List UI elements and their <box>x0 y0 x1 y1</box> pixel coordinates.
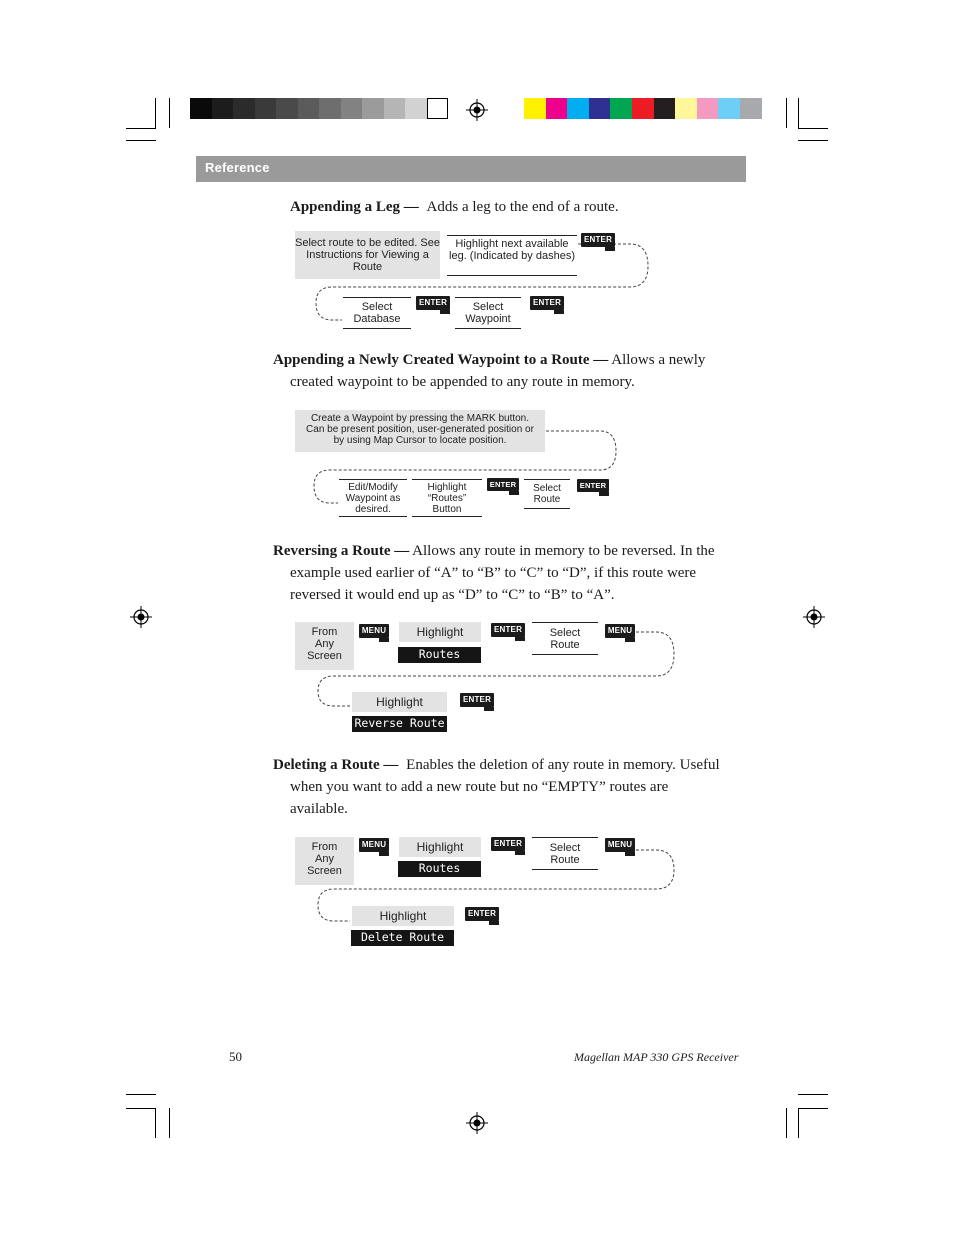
enter-key: ENTER <box>530 296 564 310</box>
menu-key: MENU <box>359 838 389 852</box>
enter-key: ENTER <box>581 233 615 247</box>
step-highlight: Highlight <box>352 692 447 712</box>
step-highlight-routes-button: Highlight “Routes” Button <box>412 479 482 517</box>
append-leg-paragraph <box>290 196 740 218</box>
reverse-route-desc-line2: example used earlier of “A” to “B” to “C” to “D”, if this route were <box>290 565 697 581</box>
step-select-route-to-edit: Select route to be edited. See Instructions for Viewing a Route <box>295 231 440 279</box>
enter-key: ENTER <box>491 837 525 851</box>
step-from-any-screen: From Any Screen <box>295 622 354 670</box>
append-new-wp-paragraph <box>273 349 743 393</box>
step-highlight: Highlight <box>399 622 481 642</box>
section-title: Reference <box>205 160 270 175</box>
step-select-route: Select Route <box>524 479 570 509</box>
delete-route-title: Deleting a Route — <box>273 757 399 773</box>
append-new-wp-desc-line1: Allows a newly <box>611 352 706 368</box>
step-highlight-next-leg: Highlight next available leg. (Indicated by dashes) <box>447 235 577 276</box>
append-new-wp-desc-line2: created waypoint to be appended to any route in memory. <box>290 374 635 390</box>
enter-key: ENTER <box>465 907 499 921</box>
menu-key: MENU <box>605 624 635 638</box>
routes-label: Routes <box>398 861 481 877</box>
delete-route-label: Delete Route <box>351 930 454 946</box>
delete-route-desc-line2: when you want to add a new route but no “EMPTY” routes are <box>290 779 669 795</box>
step-edit-modify-waypoint: Edit/Modify Waypoint as desired. <box>339 479 407 517</box>
step-select-route: Select Route <box>532 622 598 655</box>
enter-key: ENTER <box>577 479 609 492</box>
step-create-waypoint: Create a Waypoint by pressing the MARK button. Can be present position, user-generated position or by using Map Cursor to locate position. <box>295 410 545 452</box>
routes-label: Routes <box>398 647 481 663</box>
menu-key: MENU <box>359 624 389 638</box>
enter-key: ENTER <box>460 693 494 707</box>
step-highlight: Highlight <box>352 906 454 926</box>
step-select-database: Select Database <box>343 297 411 329</box>
append-leg-title: Appending a Leg — <box>290 199 419 215</box>
reverse-route-desc-line3: reversed it would end up as “D” to “C” to “B” to “A”. <box>290 587 615 603</box>
delete-route-desc-line1: Enables the deletion of any route in memory. Useful <box>406 757 720 773</box>
reverse-route-title: Reversing a Route — <box>273 543 410 559</box>
reverse-route-label: Reverse Route <box>352 716 447 732</box>
enter-key: ENTER <box>487 478 519 491</box>
step-highlight: Highlight <box>399 837 481 857</box>
step-from-any-screen: From Any Screen <box>295 837 354 885</box>
append-new-wp-title: Appending a Newly Created Waypoint to a Route — <box>273 352 609 368</box>
enter-key: ENTER <box>491 623 525 637</box>
step-select-route: Select Route <box>532 837 598 870</box>
reverse-route-desc-line1: Allows any route in memory to be reversed. In the <box>412 543 715 559</box>
product-name: Magellan MAP 330 GPS Receiver <box>574 1050 739 1064</box>
step-select-waypoint: Select Waypoint <box>455 297 521 329</box>
reverse-route-paragraph <box>273 540 743 606</box>
page-number: 50 <box>229 1049 242 1064</box>
delete-route-paragraph <box>273 754 743 820</box>
enter-key: ENTER <box>416 296 450 310</box>
append-leg-desc: Adds a leg to the end of a route. <box>426 199 619 215</box>
menu-key: MENU <box>605 838 635 852</box>
delete-route-desc-line3: available. <box>290 801 348 817</box>
